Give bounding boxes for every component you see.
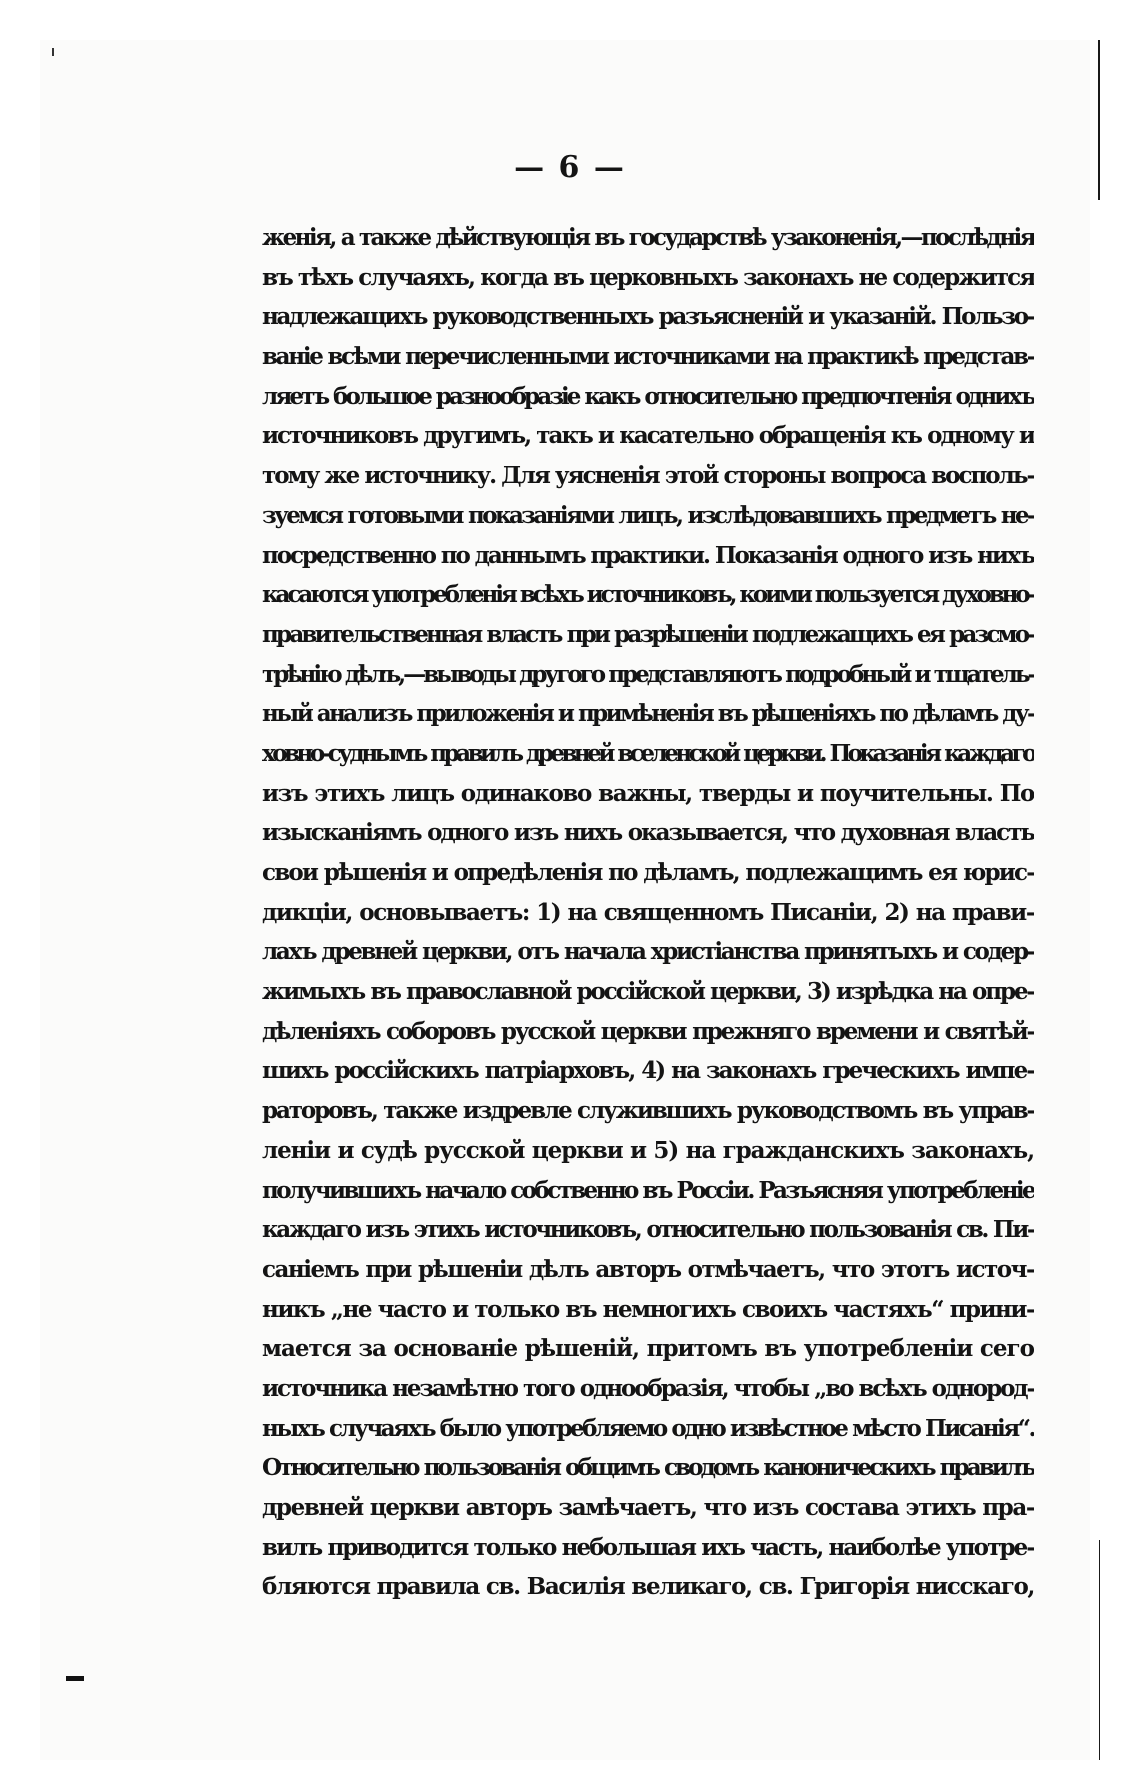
text-line: ляетъ большое разнообразіе какъ относительно предпочтенія однихъ	[262, 382, 1034, 410]
text-line: получившихъ начало собственно въ Россіи. Разъясняя употребленіе	[262, 1176, 1034, 1204]
text-line: въ тѣхъ случаяхъ, когда въ церковныхъ законахъ не содержится	[262, 263, 1034, 291]
scan-artifact-mark	[66, 1676, 84, 1681]
text-line: жимыхъ въ православной россійской церкви, 3) изрѣдка на опре-	[262, 978, 1034, 1006]
text-line: трѣнію дѣлъ,—выводы другого представляютъ подробный и тщатель-	[262, 660, 1034, 688]
text-line: дѣленіяхъ соборовъ русской церкви прежняго времени и святѣй-	[262, 1017, 1034, 1045]
text-line: источниковъ другимъ, такъ и касательно обращенія къ одному и	[262, 422, 1034, 450]
text-line: Относительно пользованія общимъ сводомъ каноническихъ правилъ	[262, 1454, 1034, 1482]
text-line: женія, а также дѣйствующія въ государствѣ узаконенія,—послѣднія	[262, 224, 1034, 251]
text-line: леніи и судѣ русской церкви и 5) на гражданскихъ законахъ,	[262, 1136, 1034, 1164]
text-line: касаются употребленія всѣхъ источниковъ, коими пользуется духовно-	[262, 581, 1034, 609]
text-line: зуемся готовыми показаніями лицъ, изслѣдовавшихъ предметъ не-	[262, 501, 1034, 529]
text-line: изысканіямъ одного изъ нихъ оказывается, что духовная власть	[262, 819, 1034, 847]
text-line: ный анализъ приложенія и примѣненія въ рѣшеніяхъ по дѣламъ ду-	[262, 700, 1034, 728]
scan-artifact-tick	[52, 48, 54, 56]
text-line: лахъ древней церкви, отъ начала христіанства принятыхъ и содер-	[262, 938, 1034, 966]
text-line: мается за основаніе рѣшеній, притомъ въ употребленіи сего	[262, 1335, 1034, 1363]
text-line: тому же источнику. Для уясненія этой стороны вопроса восполь-	[262, 462, 1034, 490]
text-line: правительственная власть при разрѣшеніи подлежащихъ ея разсмо-	[262, 620, 1034, 648]
text-line: каждаго изъ этихъ источниковъ, относительно пользованія св. Пи-	[262, 1216, 1034, 1244]
text-line: дикціи, основываетъ: 1) на священномъ Писаніи, 2) на прави-	[262, 898, 1034, 926]
text-line: саніемъ при рѣшеніи дѣлъ авторъ отмѣчаетъ, что этотъ источ-	[262, 1255, 1034, 1283]
text-line: ныхъ случаяхъ было употребляемо одно извѣстное мѣсто Писанія“.	[262, 1414, 1034, 1442]
text-line: посредственно по даннымъ практики. Показанія одного изъ нихъ	[262, 541, 1034, 569]
text-line: изъ этихъ лицъ одинаково важны, тверды и поучительны. По	[262, 779, 1034, 807]
text-line: древней церкви авторъ замѣчаетъ, что изъ состава этихъ пра-	[262, 1494, 1034, 1521]
text-line: источника незамѣтно того однообразія, чтобы „во всѣхъ однород-	[262, 1374, 1034, 1402]
text-line: раторовъ, также издревле служившихъ руководствомъ въ управ-	[262, 1097, 1034, 1125]
body-text	[262, 218, 1034, 1607]
text-line: шихъ россійскихъ патріарховъ, 4) на законахъ греческихъ импе-	[262, 1057, 1034, 1085]
text-line: вилъ приводится только небольшая ихъ часть, наиболѣе употре-	[262, 1533, 1034, 1561]
text-line: ховно-суднымъ правилъ древней вселенской церкви. Показанія каждаго	[262, 739, 1034, 767]
text-line: бляются правила св. Василія великаго, св. Григорія нисскаго,	[262, 1573, 1034, 1601]
text-line: надлежащихъ руководственныхъ разъясненій и указаній. Пользо-	[262, 303, 1034, 331]
text-line: никъ „не часто и только въ немногихъ своихъ частяхъ“ прини-	[262, 1295, 1034, 1323]
scan-edge-rule-lower	[1099, 1540, 1100, 1760]
text-line: ваніе всѣми перечисленными источниками на практикѣ представ-	[262, 343, 1034, 371]
text-line: свои рѣшенія и опредѣленія по дѣламъ, подлежащимъ ея юрис-	[262, 859, 1034, 886]
page-number: — 6 —	[514, 150, 626, 185]
